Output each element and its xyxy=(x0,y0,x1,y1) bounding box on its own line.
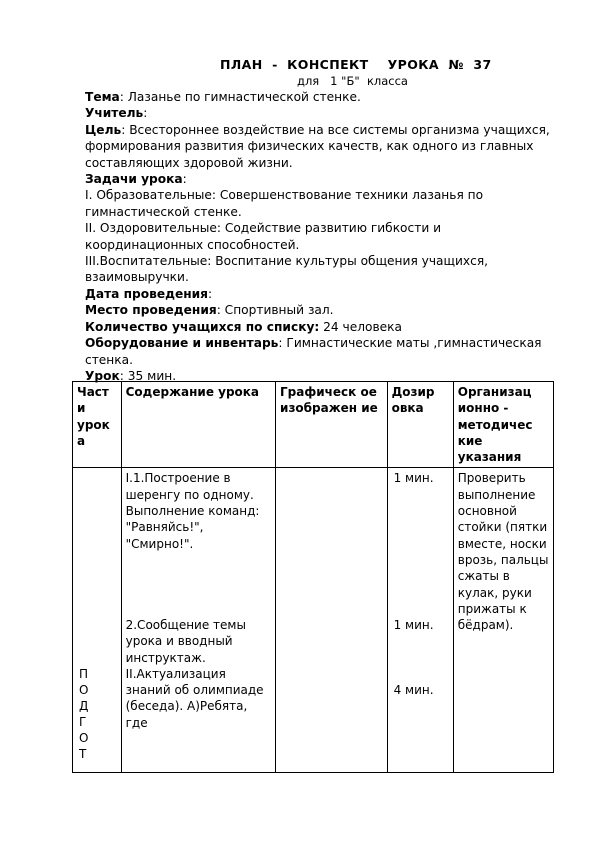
graphic-cell xyxy=(276,468,388,773)
task-upbringing: III.Воспитательные: Воспитание культуры общения учащихся, взаимовыручки. xyxy=(85,254,489,285)
table-row xyxy=(73,468,554,773)
methodical-cell: Проверить выполнение основной стойки (пятки вместе, носки врозь, пальцы сжаты в кулак, руки прижаты к бёдрам). xyxy=(453,468,553,773)
dose-value: 1 мин. xyxy=(393,471,434,486)
document-subtitle: для 1 "Б" класса xyxy=(297,74,408,88)
content-step-1: I.1.Построение в шеренгу по одному. Выполнение команд: "Равняйсь!", "Смирно!". xyxy=(125,471,260,551)
header-graphic: Графическ ое изображен ие xyxy=(276,382,388,468)
lesson-table xyxy=(72,381,554,773)
content-spacer xyxy=(126,552,271,617)
part-letter: П xyxy=(79,667,89,682)
tasks-label: Задачи урока xyxy=(85,172,183,187)
date-line xyxy=(85,286,555,302)
goal-value: : Всестороннее воздействие на все системы организма учащихся, формирования развития физических качеств, как одного из главных составляющих здоровой жизни. xyxy=(85,122,550,170)
place-value: : Спортивный зал. xyxy=(216,303,334,318)
tasks-colon: : xyxy=(182,172,187,187)
duration-value: : 35 мин. xyxy=(119,368,177,383)
equipment-label: Оборудование и инвентарь xyxy=(85,336,279,351)
tasks-line xyxy=(85,171,555,187)
content-cell xyxy=(121,468,275,773)
equipment-value: : Гимнастические маты ,гимнастическая стенка. xyxy=(85,336,542,367)
equipment-line xyxy=(85,335,555,368)
dosage-cell xyxy=(387,468,453,773)
dose-value: 4 мин. xyxy=(393,683,434,698)
goal-line xyxy=(85,122,555,171)
lesson-info xyxy=(85,89,555,384)
count-line xyxy=(85,319,555,335)
header-dosage: Дозир овка xyxy=(387,382,453,468)
part-letter: О xyxy=(79,731,89,746)
table-header-row xyxy=(73,382,554,468)
part-letter: Г xyxy=(79,715,87,730)
part-letter: О xyxy=(79,683,89,698)
task-health: II. Оздоровительные: Содействие развитию гибкости и координационных способностей. xyxy=(85,221,442,252)
teacher-value: : xyxy=(143,106,148,121)
dose-value: 1 мин. xyxy=(393,618,434,633)
document-title: ПЛАН - КОНСПЕКТ УРОКА № 37 xyxy=(220,57,492,72)
teacher-label: Учитель xyxy=(85,106,144,121)
goal-label: Цель xyxy=(85,122,122,137)
count-value: 24 человека xyxy=(319,319,403,334)
part-cell xyxy=(73,468,122,773)
place-line xyxy=(85,302,555,318)
content-step-2: 2.Сообщение темы урока и вводный инструктаж. II.Актуализация знаний об олимпиаде (беседа). А)Ребята, где xyxy=(125,617,264,730)
duration-label: Урок xyxy=(85,368,120,383)
topic-value: : Лазанье по гимнастической стенке. xyxy=(119,90,361,104)
part-letter: Т xyxy=(79,747,87,762)
topic-line xyxy=(85,89,555,105)
date-value: : xyxy=(208,286,213,301)
place-label: Место проведения xyxy=(85,303,217,318)
task-educational: I. Образовательные: Совершенствование техники лазанья по гимнастической стенке. xyxy=(85,188,484,219)
header-content: Содержание урока xyxy=(121,382,275,468)
date-label: Дата проведения xyxy=(85,286,208,301)
teacher-line xyxy=(85,105,555,121)
topic-label: Тема xyxy=(85,90,120,104)
count-label: Количество учащихся по списку: xyxy=(85,319,320,334)
header-methodical: Организац ионно - методичес кие указания xyxy=(453,382,553,468)
header-part: Част и урок а xyxy=(73,382,122,468)
part-letter: Д xyxy=(79,699,89,714)
